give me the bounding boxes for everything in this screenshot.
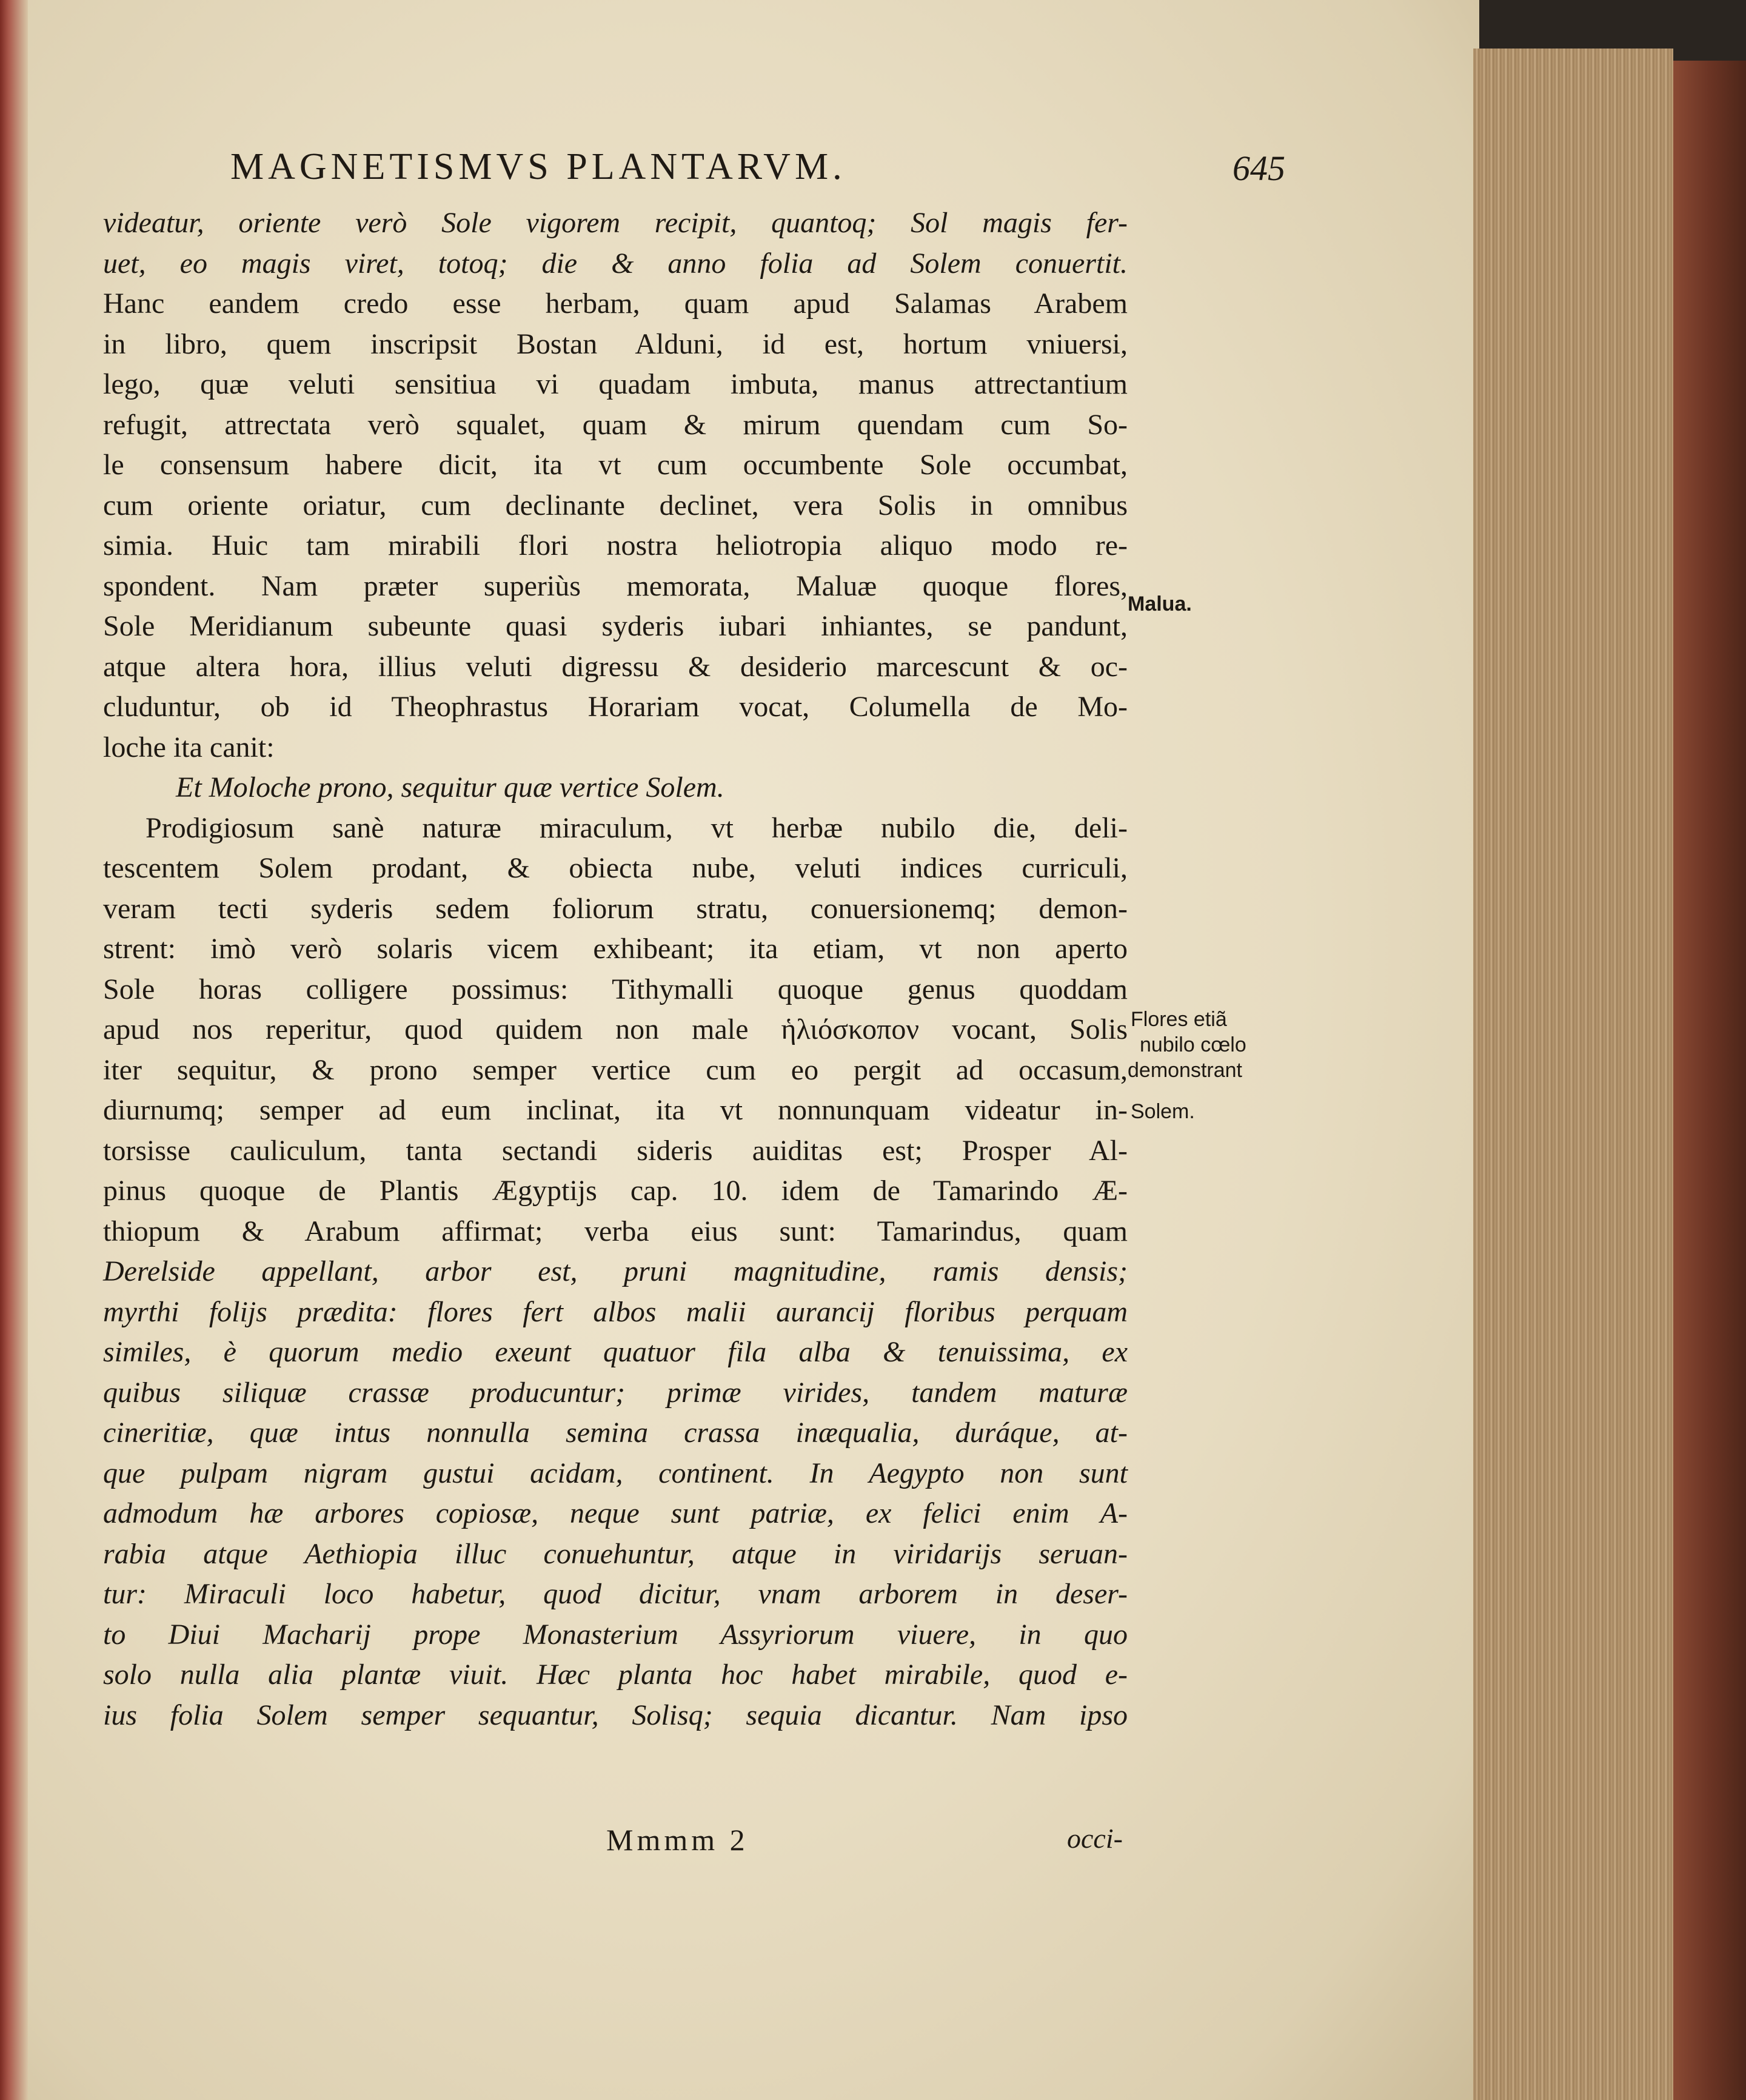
text-line: ius folia Solem semper sequantur, Solisq; sequia dicantur. Nam ipso [103, 1699, 1128, 1731]
text-line: myrthi folijs prædita: flores fert albos malii aurancij floribus perquam [103, 1295, 1128, 1328]
text-line: loche ita canit: [103, 731, 275, 763]
margin-note-flores-line2: nubilo cœlo [1140, 1033, 1246, 1056]
text-line: refugit, attrectata verò squalet, quam & mirum quendam cum So- [103, 408, 1128, 441]
text-line: uet, eo magis viret, totoq; die & anno folia ad Solem conuertit. [103, 247, 1128, 280]
text-line: Prodigiosum sanè naturæ miraculum, vt herbæ nubilo die, deli- [146, 811, 1128, 844]
text-line: similes, è quorum medio exeunt quatuor fila alba & tenuissima, ex [103, 1336, 1128, 1368]
page-number: 645 [1233, 149, 1285, 188]
text-line: veram tecti syderis sedem foliorum stratu, conuersionemq; demon- [103, 892, 1128, 925]
text-line: pinus quoque de Plantis Ægyptijs cap. 10. idem de Tamarindo Æ- [103, 1175, 1128, 1207]
text-line: admodum hæ arbores copiosæ, neque sunt patriæ, ex felici enim A- [103, 1497, 1128, 1529]
text-line: Sole Meridianum subeunte quasi syderis iubari inhiantes, se pandunt, [103, 610, 1128, 642]
book-cover-edge [1673, 61, 1746, 2100]
text-line: cluduntur, ob id Theophrastus Horariam vocat, Columella de Mo- [103, 691, 1128, 723]
text-line: atque altera hora, illius veluti digressu & desiderio marcescunt & oc- [103, 650, 1128, 683]
text-line: Sole horas colligere possimus: Tithymalli quoque genus quoddam [103, 973, 1128, 1005]
text-line: to Diui Macharij prope Monasterium Assyriorum viuere, in quo [103, 1618, 1128, 1651]
margin-note-flores-line1: Flores etiã [1131, 1008, 1227, 1031]
margin-note-flores-line3: demonstrant [1128, 1059, 1242, 1082]
text-line: simia. Huic tam mirabili flori nostra heliotropia aliquo modo re- [103, 529, 1128, 562]
text-line: tescentem Solem prodant, & obiecta nube, veluti indices curriculi, [103, 852, 1128, 884]
text-line: videatur, oriente verò Sole vigorem recipit, quantoq; Sol magis fer- [103, 207, 1128, 239]
page-edges [1473, 49, 1673, 2100]
text-line: quibus siliquæ crassæ producuntur; primæ virides, tandem maturæ [103, 1376, 1128, 1409]
text-line: tur: Miraculi loco habetur, quod dicitur, vnam arborem in deser- [103, 1578, 1128, 1610]
text-line: diurnumq; semper ad eum inclinat, ita vt nonnunquam videatur in- [103, 1094, 1128, 1126]
text-line: cineritiæ, quæ intus nonnulla semina crassa inæqualia, duráque, at- [103, 1417, 1128, 1449]
text-line: le consensum habere dicit, ita vt cum occumbente Sole occumbat, [103, 449, 1128, 481]
text-line: in libro, quem inscripsit Bostan Alduni, id est, hortum vniuersi, [103, 327, 1128, 360]
text-line: solo nulla alia plantæ viuit. Hæc planta hoc habet mirabile, quod e- [103, 1659, 1128, 1691]
text-line: spondent. Nam præter superiùs memorata, Maluæ quoque flores, [103, 569, 1128, 602]
text-line: iter sequitur, & prono semper vertice cum eo pergit ad occasum, [103, 1053, 1128, 1086]
binding-gutter [0, 0, 28, 2100]
main-text [103, 203, 1128, 1736]
text-line: cum oriente oriatur, cum declinante declinet, vera Solis in omnibus [103, 489, 1128, 522]
text-line: Hanc eandem credo esse herbam, quam apud Salamas Arabem [103, 287, 1128, 320]
text-line: rabia atque Aethiopia illuc conuehuntur, atque in viridarijs seruan- [103, 1537, 1128, 1570]
text-line: Derelside appellant, arbor est, pruni magnitudine, ramis densis; [103, 1255, 1128, 1287]
text-line: strent: imò verò solaris vicem exhibeant; ita etiam, vt non aperto [103, 933, 1128, 965]
text-line: que pulpam nigram gustui acidam, continent. In Aegypto non sunt [103, 1457, 1128, 1489]
text-line: torsisse cauliculum, tanta sectandi sideris auiditas est; Prosper Al- [103, 1134, 1128, 1167]
text-line: apud nos reperitur, quod quidem non male ἡλιόσκοπον vocant, Solis [103, 1013, 1128, 1045]
signature-mark: Mmmm 2 [606, 1823, 749, 1857]
running-title: MAGNETISMVS PLANTARVM. [230, 146, 846, 187]
margin-note-malua: Malua. [1128, 592, 1192, 616]
catchword: occi- [1067, 1823, 1123, 1854]
running-header [230, 146, 1285, 194]
text-line: lego, quæ veluti sensitiua vi quadam imbuta, manus attrectantium [103, 368, 1128, 400]
text-line: thiopum & Arabum affirmat; verba eius sunt: Tamarindus, quam [103, 1215, 1128, 1247]
verse-quotation: Et Moloche prono, sequitur quæ vertice Solem. [176, 771, 724, 803]
margin-note-flores-line4: Solem. [1131, 1100, 1195, 1123]
